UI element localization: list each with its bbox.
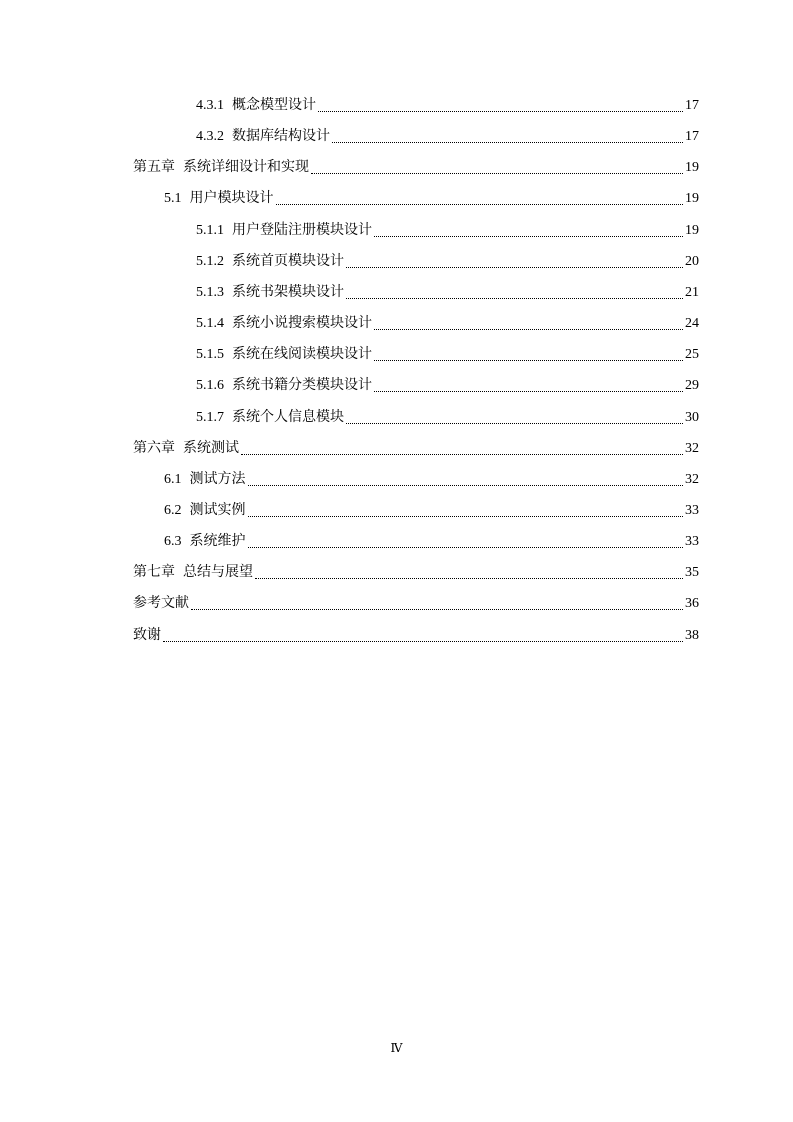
toc-entry-number: 5.1 [164, 191, 182, 207]
toc-entry-title: 总结与展望 [183, 565, 253, 581]
toc-entry-title: 系统在线阅读模块设计 [232, 347, 372, 363]
toc-entry-6[interactable] [196, 281, 699, 303]
toc-entry-page: 21 [685, 284, 699, 300]
toc-entry-page: 25 [685, 347, 699, 363]
toc-entry-page: 19 [685, 191, 699, 207]
toc-entry-number: 第五章 [133, 160, 175, 176]
toc-leader-dots [248, 516, 684, 517]
toc-leader-dots [374, 391, 683, 392]
toc-leader-dots [374, 360, 683, 361]
toc-entry-number: 6.2 [164, 502, 182, 518]
toc-entry-3[interactable] [164, 187, 699, 209]
toc-entry-7[interactable] [196, 312, 699, 334]
toc-entry-14[interactable] [164, 530, 699, 552]
toc-entry-1[interactable] [196, 125, 699, 147]
toc-entry-page: 24 [685, 316, 699, 332]
toc-entry-13[interactable] [164, 499, 699, 521]
page-number: Ⅳ [390, 1041, 403, 1055]
toc-entry-page: 19 [685, 222, 699, 238]
toc-leader-dots [241, 454, 683, 455]
toc-leader-dots [276, 204, 684, 205]
toc-leader-dots [374, 236, 683, 237]
toc-entry-17[interactable] [133, 624, 699, 646]
toc-entry-number: 6.1 [164, 471, 182, 487]
toc-leader-dots [318, 111, 683, 112]
toc-entry-11[interactable] [133, 437, 699, 459]
toc-entry-page: 17 [685, 129, 699, 145]
toc-leader-dots [346, 423, 683, 424]
toc-entry-number: 5.1.4 [196, 316, 224, 332]
toc-entry-12[interactable] [164, 468, 699, 490]
toc-entry-title: 参考文献 [133, 596, 189, 612]
toc-entry-number: 6.3 [164, 534, 182, 550]
toc-entry-2[interactable] [133, 156, 699, 178]
toc-entry-number: 4.3.2 [196, 129, 224, 145]
toc-entry-5[interactable] [196, 250, 699, 272]
toc-entry-title: 系统书架模块设计 [232, 284, 344, 300]
toc-entry-page: 33 [685, 534, 699, 550]
toc-leader-dots [255, 578, 683, 579]
toc-entry-number: 5.1.1 [196, 222, 224, 238]
toc-entry-page: 36 [685, 596, 699, 612]
toc-entry-title: 测试方法 [189, 471, 246, 487]
toc-entry-page: 33 [685, 502, 699, 518]
toc-leader-dots [163, 641, 683, 642]
toc-entry-0[interactable] [196, 94, 699, 116]
toc-entry-title: 用户模块设计 [189, 191, 274, 207]
toc-entry-number: 第七章 [133, 565, 175, 581]
toc-entry-page: 30 [685, 409, 699, 425]
toc-entry-page: 32 [685, 440, 699, 456]
toc-entry-4[interactable] [196, 219, 699, 241]
toc-leader-dots [191, 609, 683, 610]
toc-entry-title: 系统小说搜索模块设计 [232, 316, 372, 332]
toc-entry-title: 系统首页模块设计 [232, 253, 344, 269]
toc-entry-page: 17 [685, 98, 699, 113]
toc-entry-title: 系统测试 [183, 440, 239, 456]
toc-entry-page: 38 [685, 627, 699, 643]
toc-leader-dots [332, 142, 683, 143]
toc-entry-title: 数据库结构设计 [232, 129, 330, 145]
toc-entry-title: 系统个人信息模块 [232, 409, 344, 425]
toc-entry-page: 19 [685, 160, 699, 176]
toc-entry-title: 系统详细设计和实现 [183, 160, 309, 176]
toc-entry-number: 5.1.6 [196, 378, 224, 394]
toc-entry-16[interactable] [133, 592, 699, 614]
toc-entry-title: 致谢 [133, 627, 161, 643]
toc-entry-page: 29 [685, 378, 699, 394]
toc-leader-dots [346, 298, 683, 299]
toc-entry-title: 概念模型设计 [232, 98, 316, 113]
toc-entry-number: 5.1.2 [196, 253, 224, 269]
toc-entry-title: 用户登陆注册模块设计 [232, 222, 372, 238]
toc-entry-number: 第六章 [133, 440, 175, 456]
toc-leader-dots [248, 485, 684, 486]
toc-entry-page: 32 [685, 471, 699, 487]
toc-entry-number: 5.1.5 [196, 347, 224, 363]
toc-entry-title: 系统维护 [189, 534, 246, 550]
toc-entry-number: 4.3.1 [196, 98, 224, 113]
toc-entry-15[interactable] [133, 561, 699, 583]
toc-entry-title: 测试实例 [189, 502, 246, 518]
toc-entry-9[interactable] [196, 374, 699, 396]
toc-entry-page: 35 [685, 565, 699, 581]
toc-entry-page: 20 [685, 253, 699, 269]
toc-entry-number: 5.1.3 [196, 284, 224, 300]
toc-leader-dots [311, 173, 683, 174]
toc-leader-dots [248, 547, 684, 548]
toc-entry-number: 5.1.7 [196, 409, 224, 425]
toc-entry-8[interactable] [196, 343, 699, 365]
toc-leader-dots [346, 267, 683, 268]
toc-leader-dots [374, 329, 683, 330]
toc-entry-title: 系统书籍分类模块设计 [232, 378, 372, 394]
toc-entry-10[interactable] [196, 406, 699, 428]
